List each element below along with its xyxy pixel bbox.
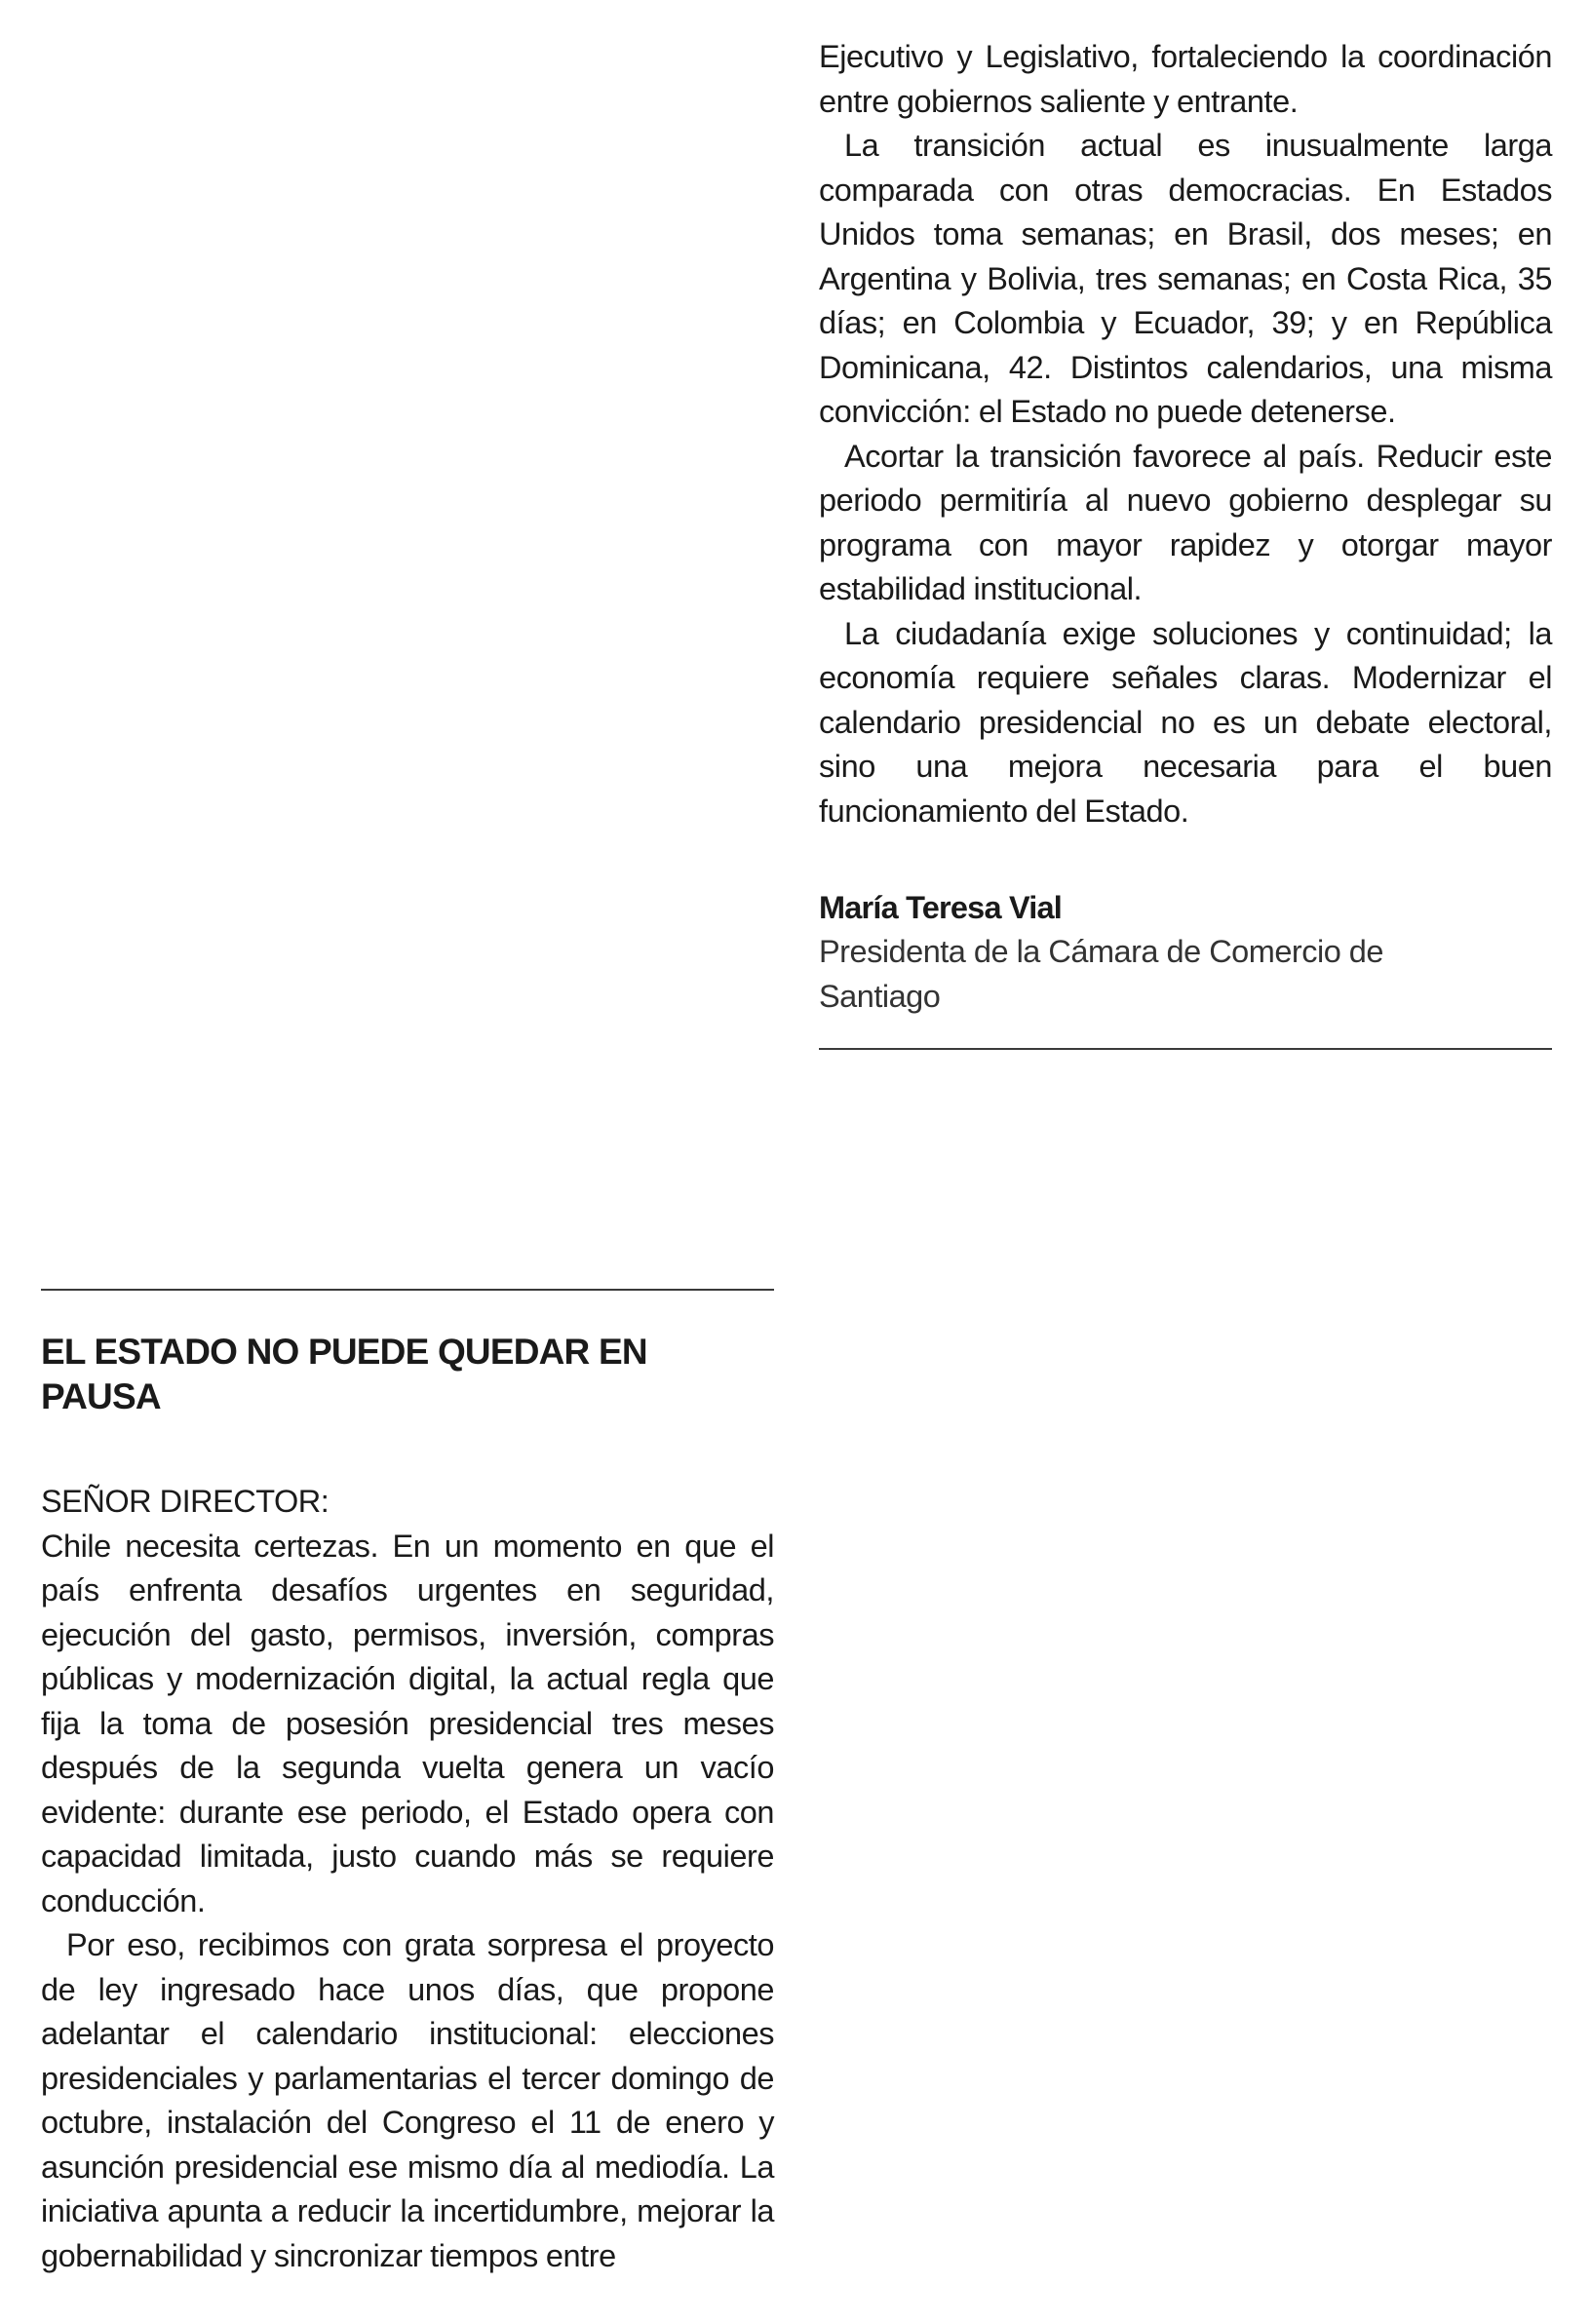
salutation: SEÑOR DIRECTOR: — [41, 1484, 330, 1519]
letter-headline: EL ESTADO NO PUEDE QUEDAR EN PAUSA — [41, 1332, 647, 1416]
body-paragraph: La ciudadanía exige soluciones y continuidad; la economía requiere señales claras. Modernizar el calendario presidencial no es un debate electoral, sino una mejora necesaria para el buen funcionamiento del Estado. — [819, 615, 1552, 829]
author-name: María Teresa Vial — [819, 890, 1062, 925]
section-divider — [41, 1289, 774, 1291]
letter-column — [41, 1289, 774, 2278]
body-paragraph: Por eso, recibimos con grata sorpresa el proyecto de ley ingresado hace unos días, que propone adelantar el calendario institucional: elecciones presidenciales y parlamentarias el tercer domingo de octubre, instalación del Congreso el 11 de enero y asunción presidencial ese mismo día al mediodía. La iniciativa apunta a reducir la incertidumbre, mejorar la gobernabilidad y sincronizar tiempos entre — [41, 1927, 774, 2273]
body-paragraph: Acortar la transición favorece al país. Reducir este periodo permitiría al nuevo gobierno desplegar su programa con mayor rapidez y otorgar mayor estabilidad institucional. — [819, 438, 1552, 606]
author-role: Presidenta de la Cámara de Comercio de Santiago — [819, 934, 1383, 1014]
body-paragraph: Chile necesita certezas. En un momento en que el país enfrenta desafíos urgentes en seguridad, ejecución del gasto, permisos, inversión, compras públicas y modernización digital, la actual regla que fija la toma de posesión presidencial tres meses después de la segunda vuelta genera un vacío evidente: durante ese periodo, el Estado opera con capacidad limitada, justo cuando más se requiere conducción. — [41, 1528, 774, 1918]
body-paragraph: Ejecutivo y Legislativo, fortaleciendo la coordinación entre gobiernos saliente y entrante. — [819, 39, 1552, 119]
letter-continuation-column — [819, 35, 1552, 1050]
body-paragraph: La transición actual es inusualmente larga comparada con otras democracias. En Estados Unidos toma semanas; en Brasil, dos meses; en Argentina y Bolivia, tres semanas; en Costa Rica, 35 días; en Colombia y Ecuador, 39; y en República Dominicana, 42. Distintos calendarios, una misma convicción: el Estado no puede detenerse. — [819, 128, 1552, 429]
section-divider — [819, 1048, 1552, 1050]
